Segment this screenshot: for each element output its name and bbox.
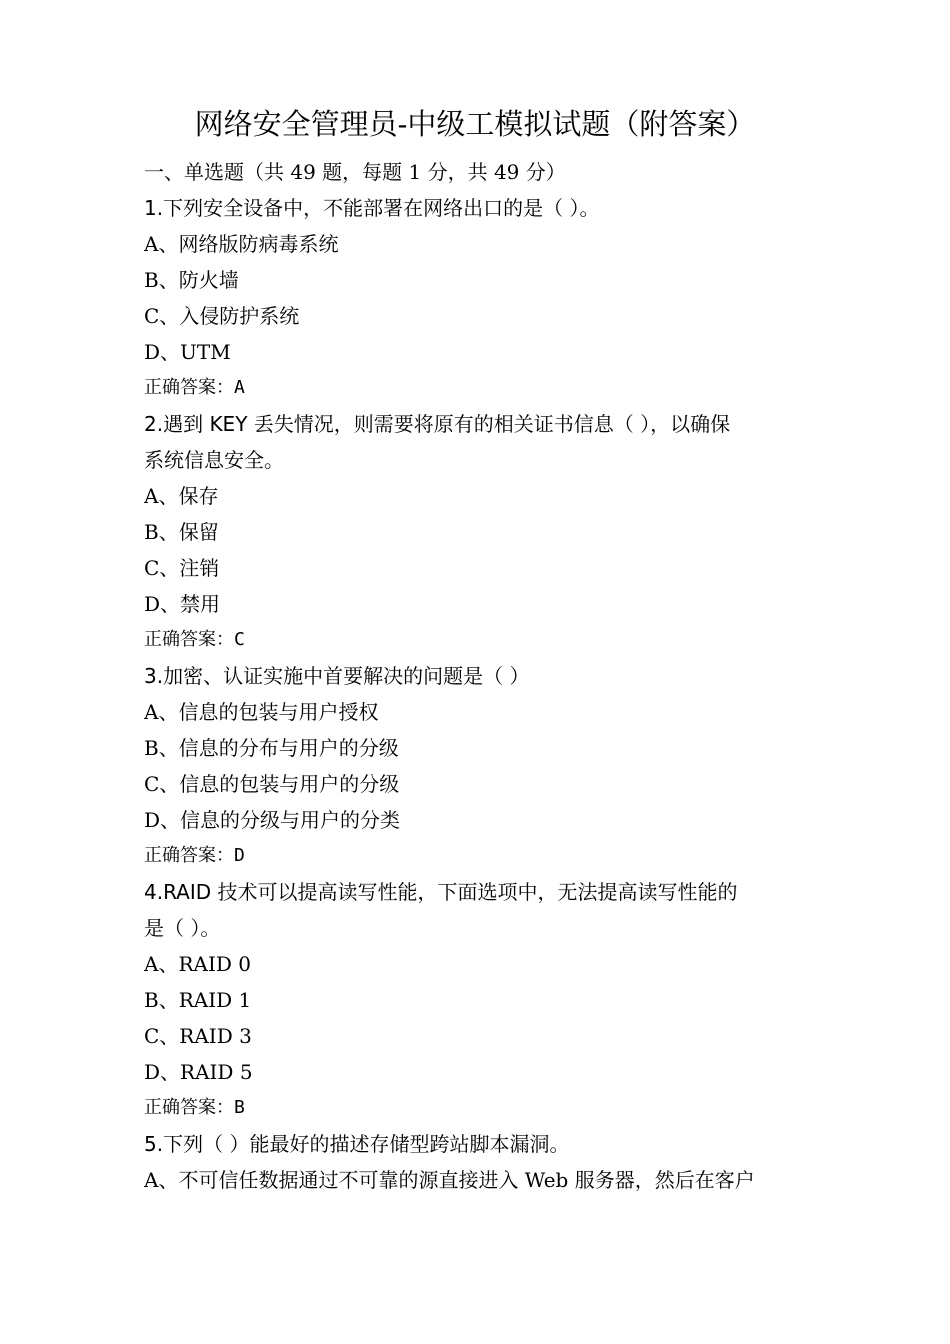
option-d: D、信息的分级与用户的分类 — [144, 808, 401, 832]
answer-label: 正确答案： — [144, 377, 234, 398]
correct-answer — [144, 370, 824, 406]
question-text: 4.RAID 技术可以提高读写性能，下面选项中，无法提高读写性能的 — [144, 880, 738, 904]
option-b: B、保留 — [144, 520, 219, 544]
option-d: D、RAID 5 — [144, 1060, 253, 1084]
option-b: B、RAID 1 — [144, 988, 252, 1012]
option-a: A、保存 — [144, 484, 219, 508]
option-a: A、RAID 0 — [144, 952, 251, 976]
question-text: 1.下列安全设备中，不能部署在网络出口的是（ ）。 — [144, 196, 600, 220]
answer-label: 正确答案： — [144, 629, 234, 650]
option-d: D、禁用 — [144, 592, 221, 616]
answer-label: 正确答案： — [144, 1097, 234, 1118]
document-body — [144, 154, 824, 1198]
question-block — [144, 874, 824, 1126]
option-c: C、RAID 3 — [144, 1024, 252, 1048]
option-a: A、网络版防病毒系统 — [144, 232, 339, 256]
correct-answer — [144, 838, 824, 874]
option-b: B、防火墙 — [144, 268, 239, 292]
question-text: 3.加密、认证实施中首要解决的问题是（ ） — [144, 664, 530, 688]
answer-label: 正确答案： — [144, 845, 234, 866]
answer-value: C — [234, 629, 245, 650]
document-title: 网络安全管理员-中级工模拟试题（附答案） — [194, 107, 756, 141]
option-c: C、注销 — [144, 556, 220, 580]
section-heading: 一、单选题（共 49 题，每题 1 分，共 49 分） — [144, 160, 566, 184]
correct-answer — [144, 1090, 824, 1126]
answer-value: D — [234, 845, 245, 866]
answer-value: A — [234, 377, 245, 398]
option-b: B、信息的分布与用户的分级 — [144, 736, 399, 760]
question-block — [144, 190, 824, 406]
question-block — [144, 406, 824, 658]
option-c: C、入侵防护系统 — [144, 304, 300, 328]
question-text-continued: 是（ ）。 — [144, 916, 221, 940]
answer-value: B — [234, 1097, 245, 1118]
option-a: A、不可信任数据通过不可靠的源直接进入 Web 服务器，然后在客户 — [144, 1168, 755, 1192]
question-block — [144, 658, 824, 874]
correct-answer — [144, 622, 824, 658]
question-text-continued: 系统信息安全。 — [144, 448, 284, 472]
option-c: C、信息的包装与用户的分级 — [144, 772, 400, 796]
question-text: 5.下列（ ）能最好的描述存储型跨站脚本漏洞。 — [144, 1132, 570, 1156]
option-a: A、信息的包装与用户授权 — [144, 700, 379, 724]
question-block — [144, 1126, 824, 1198]
option-d: D、UTM — [144, 340, 231, 364]
question-text: 2.遇到 KEY 丢失情况，则需要将原有的相关证书信息（ ），以确保 — [144, 412, 731, 436]
